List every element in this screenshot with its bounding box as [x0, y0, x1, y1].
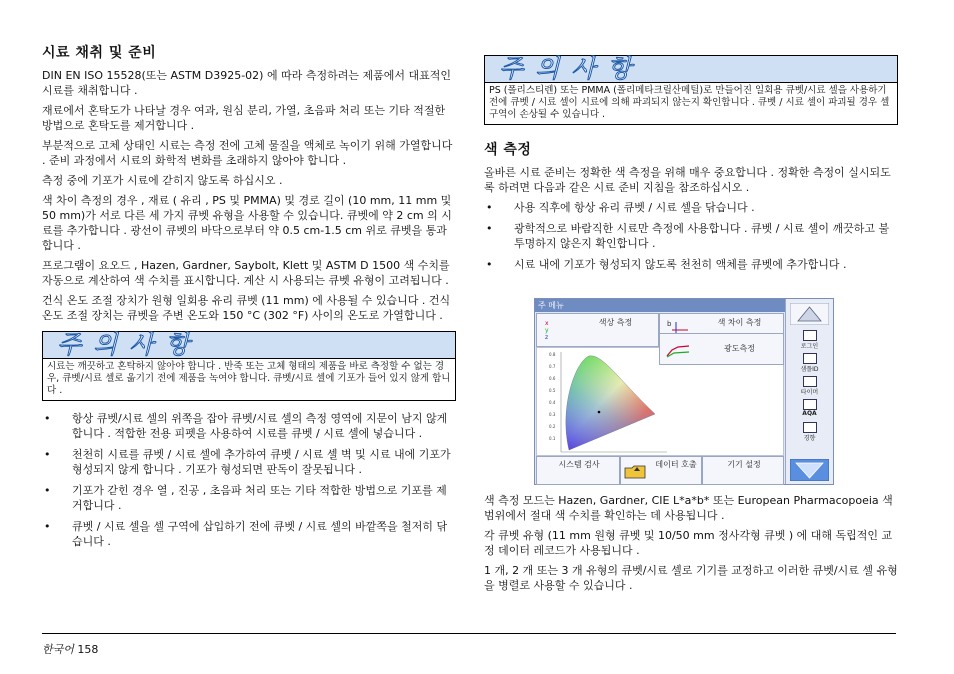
tile-label: 시스템 검사: [558, 460, 600, 469]
svg-text:b: b: [667, 320, 672, 328]
tile-label: 기기 설정: [727, 460, 761, 469]
sample-prep-title: 시료 채취 및 준비: [42, 45, 157, 61]
paragraph: 프로그램이 요오드 , Hazen, Gardner, Saybolt, Klett 및 ASTM D 1500 색 수치를 자동으로 계산하여 색 수치를 표시합니다. 계산 시 사용되는 큐벳 유형이 고려됩니다 .: [42, 259, 450, 287]
folder-icon: [623, 459, 651, 481]
side-label: 경향: [803, 435, 816, 442]
login-button[interactable]: [790, 330, 829, 348]
color-measure-title: 색 측정: [484, 142, 532, 158]
list-item: • 큐벳 / 시료 셀을 셀 구역에 삽입하기 전에 큐벳 / 시료 셀의 바깥쪽을 철저히 닦습니다 .: [42, 519, 456, 549]
tile-label: 색 차이 측정: [717, 318, 762, 327]
list-item: • 사용 직후에 항상 유리 큐벳 / 시료 셀을 닦습니다 .: [484, 200, 898, 215]
sample-bullets: [42, 411, 456, 549]
side-label: 샘플ID: [800, 366, 819, 373]
paragraph: 색 측정 모드는 Hazen, Gardner, CIE L*a*b* 또는 European Pharmacopoeia 색 범위에서 절대 색 수치를 확인하는 데 사용됩니다 .: [484, 494, 893, 522]
menu-title-bar: 주 메뉴: [535, 299, 786, 312]
tile-label: 광도측정: [724, 344, 755, 353]
caution-header: [485, 56, 897, 83]
paragraph: DIN EN ISO 15528(또는 ASTM D3925-02) 에 따라 측정하려는 제품에서 대표적인 시료를 채취합니다 .: [42, 69, 451, 97]
axis-tick-label: 0.7: [549, 364, 556, 369]
page-footer: [42, 641, 98, 657]
tile-label: 색상 측정: [598, 318, 633, 327]
caution-text: 시료는 깨끗하고 혼탁하지 않아야 합니다 . 반죽 또는 고체 형태의 제품을 바로 측정할 수 없는 경우, 큐벳/시료 셀로 옮기기 전에 제품을 녹여야 합니다. 큐벳/시료 셀에 기포가 들어 있지 않게 합니다 .: [47, 361, 451, 396]
paragraph: 올바른 시료 준비는 정확한 색 측정을 위해 매우 중요합니다 . 정확한 측정이 실시되도록 하려면 다음과 같은 시료 준비 지침을 참조하십시오 .: [484, 166, 891, 194]
paragraph: 건식 온도 조절 장치가 원형 일회용 유리 큐벳 (11 mm) 에 사용될 수 있습니다 . 건식 온도 조절 장치는 큐벳을 주변 온도와 150 °C (302 °F) 사이의 온도로 가열합니다 .: [42, 294, 451, 322]
side-label: 타이머: [800, 389, 819, 396]
timer-button[interactable]: [790, 376, 829, 394]
trend-button[interactable]: [790, 422, 829, 440]
paragraph: 색 차이 측정의 경우 , 재료 ( 유리 , PS 및 PMMA) 및 경로 길이 (10 mm, 11 mm 및 50 mm)가 서로 다른 세 가지 큐벳 유형을 사용할 수 있습니다. 큐벳에 약 2 cm 의 시료를 추가합니다 . 광선이 큐벳의 바닥으로부터 약 0.5 cm-1.5 cm 위로 큐벳을 통과합니다 .: [42, 194, 452, 252]
side-label: 로그인: [800, 343, 819, 350]
scroll-up-icon[interactable]: [790, 303, 829, 325]
list-item: • 시료 내에 기포가 형성되지 않도록 천천히 액체를 큐벳에 추가합니다 .: [484, 257, 898, 272]
axis-tick-label: 0.1: [549, 436, 556, 441]
aqa-button[interactable]: [790, 399, 829, 417]
paragraph: 부분적으로 고체 상태인 시료는 측정 전에 고체 물질을 액체로 녹이기 위해 가열합니다 . 준비 과정에서 시료의 화학적 변화를 초래하지 않아야 합니다 .: [42, 139, 453, 167]
paragraph: 각 큐벳 유형 (11 mm 원형 큐벳 및 10/50 mm 정사각형 큐벳 ) 에 대해 독립적인 교정 데이터 레코드가 사용됩니다 .: [484, 529, 893, 557]
caution-box: [484, 55, 898, 125]
caution-header: [43, 332, 455, 359]
sample-id-button[interactable]: [790, 353, 829, 371]
color-measurement-tile[interactable]: [536, 313, 659, 347]
footer-language: 한국어: [42, 643, 74, 656]
paragraph: 측정 중에 기포가 시료에 갇히지 않도록 하십시오 .: [42, 174, 283, 187]
color-bullets: [484, 200, 898, 272]
axis-tick-label: 0.3: [549, 412, 556, 417]
timer-icon: [803, 376, 817, 387]
instrument-screenshot: [534, 298, 834, 485]
xyz-icon: [541, 318, 569, 340]
side-label: AQA: [802, 410, 817, 417]
trend-icon: [803, 422, 817, 433]
caution-title: 주 의 사 항: [57, 330, 192, 359]
gloss-measurement-tile[interactable]: [659, 333, 784, 365]
axis-ticks: [549, 352, 556, 441]
caution-box: [42, 331, 456, 401]
tile-label: 데이터 호출: [655, 460, 697, 469]
axis-tick-label: 0.5: [549, 388, 556, 393]
list-item: • 광학적으로 바람직한 시료만 측정에 사용합니다 . 큐벳 / 시료 셀이 깨끗하고 불투명하지 않은지 확인합니다 .: [484, 221, 898, 251]
right-column: [484, 38, 898, 598]
list-item: • 기포가 갇힌 경우 열 , 진공 , 초음파 처리 또는 기타 적합한 방법으로 기포를 제거합니다 .: [42, 483, 456, 513]
caution-text: PS (폴리스티렌) 또는 PMMA (폴리메타크릴산메틸)로 만들어진 일회용 큐벳/시료 셀을 사용하기 전에 큐벳 / 시료 셀이 시료에 의해 파괴되지 않는지 확인합니다 . 큐벳 / 시료 셀이 파괴될 경우 셀 구역이 손상될 수 있습니다 .: [489, 85, 890, 120]
data-recall-tile[interactable]: [620, 456, 702, 485]
paragraph: 재료에서 혼탁도가 나타날 경우 여과, 원심 분리, 가열, 초음파 처리 또는 기타 적절한 방법으로 혼탁도를 제거합니다 .: [42, 104, 446, 132]
system-check-tile[interactable]: [536, 456, 620, 485]
caution-title: 주 의 사 항: [499, 54, 634, 83]
left-column: [42, 38, 456, 555]
login-icon: [803, 330, 817, 341]
svg-text:x: x: [545, 320, 549, 327]
axis-tick-label: 0.4: [549, 400, 556, 405]
page-number: 158: [77, 643, 99, 656]
list-item: • 항상 큐벳/시료 셀의 위쪽을 잡아 큐벳/시료 셀의 측정 영역에 지문이 남지 않게 합니다 . 적합한 전용 피펫을 사용하여 시료를 큐벳 / 시료 셀에 넣습니다 .: [42, 411, 456, 441]
side-panel: [785, 299, 833, 484]
instrument-setup-tile[interactable]: [702, 456, 784, 485]
scroll-down-icon[interactable]: [790, 459, 829, 481]
axis-tick-label: 0.2: [549, 424, 556, 429]
footer-rule: [42, 633, 896, 634]
axis-tick-label: 0.8: [549, 352, 556, 357]
sample-id-icon: [803, 353, 817, 364]
axis-tick-label: 0.6: [549, 376, 556, 381]
curve-icon: [664, 338, 692, 360]
paragraph: 1 개, 2 개 또는 3 개 유형의 큐벳/시료 셀로 기기를 교정하고 이러한 큐벳/시료 셀 유형을 병렬로 사용할 수 있습니다 .: [484, 564, 898, 592]
svg-text:y: y: [545, 327, 549, 334]
aqa-icon: [803, 399, 817, 410]
svg-text:z: z: [545, 334, 549, 340]
list-item: • 천천히 시료를 큐벳 / 시료 셀에 추가하여 큐벳 / 시료 셀 벽 및 시료 내에 기포가 형성되지 않게 합니다 . 기포가 형성되면 판독이 잘못됩니다 .: [42, 447, 456, 477]
